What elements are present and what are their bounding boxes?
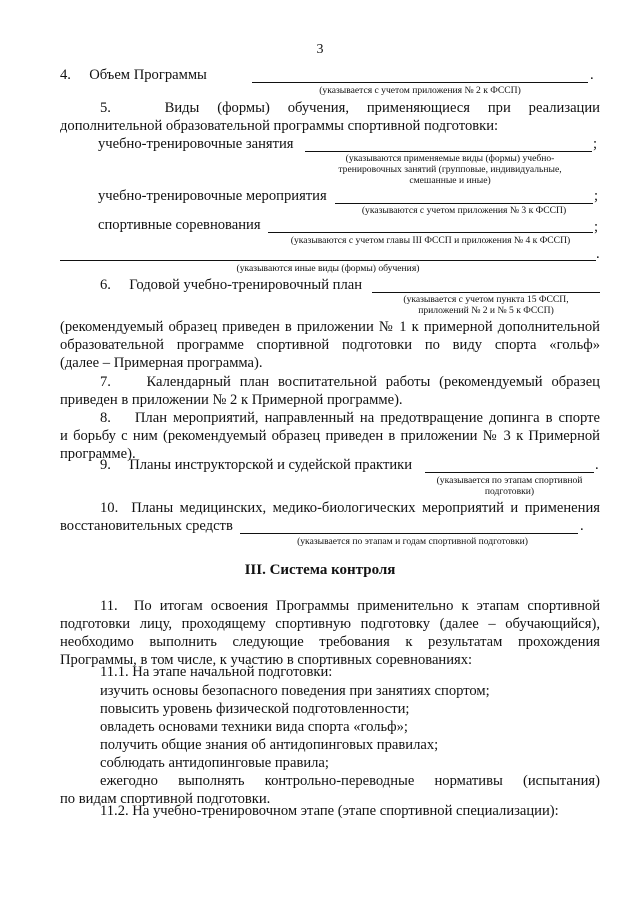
item-10-label2: восстановительных средств — [60, 518, 233, 534]
para-11-line1: 11. По итогам освоения Программы применительно к этапам спортивной — [100, 598, 600, 614]
list-item: повысить уровень физической подготовленности; — [100, 701, 410, 717]
competitions-note: (указываются с учетом главы III ФССП и приложения № 4 к ФССП) — [290, 235, 571, 246]
item-10-line1: 10. Планы медицинских, медико-биологических мероприятий и применения — [100, 500, 600, 516]
item-10-blank — [240, 533, 578, 534]
list-item: получить общие знания об антидопинговых правилах; — [100, 737, 439, 753]
item-9-note-line1: (указывается по этапам спортивной — [436, 475, 583, 486]
competitions-blank — [268, 232, 593, 233]
training-sessions-blank — [305, 151, 592, 152]
item-4-blank — [252, 82, 588, 83]
training-events-label: учебно-тренировочные мероприятия — [98, 188, 327, 204]
item-6-line4: (далее – Примерная программа). — [60, 355, 263, 371]
training-sessions-label: учебно-тренировочные занятия — [98, 136, 294, 152]
list-item: ежегодно выполнять контрольно-переводные нормативы (испытания) — [100, 773, 600, 789]
item-8-line2: и борьбу с ним (рекомендуемый образец приведен в приложении № 3 к Примерной — [60, 428, 600, 444]
item-4-period: . — [590, 67, 594, 83]
item-9-label: 9. Планы инструкторской и судейской практики — [100, 457, 413, 473]
list-item-continued: по видам спортивной подготовки. — [60, 791, 271, 807]
other-forms-blank — [60, 260, 596, 261]
para-11-2-heading: 11.2. На учебно-тренировочном этапе (этапе спортивной специализации): — [100, 803, 559, 819]
item-6-line2: (рекомендуемый образец приведен в приложении № 1 к примерной дополнительной — [60, 319, 600, 335]
item-10-period: . — [580, 518, 584, 534]
para-11-line3: необходимо выполнить следующие требования к результатам прохождения — [60, 634, 600, 650]
item-9-note-line2: подготовки) — [484, 486, 535, 497]
item-4-label: 4. Объем Программы — [60, 67, 207, 83]
item-7-line1: 7. Календарный план воспитательной работы (рекомендуемый образец — [100, 374, 600, 390]
para-11-line4: Программы, в том числе, к участию в спортивных соревнованиях: — [60, 652, 473, 668]
item-6-note-line2: приложений № 2 и № 5 к ФССП) — [418, 305, 554, 316]
item-8-line3: программе). — [60, 446, 136, 462]
para-11-1-heading: 11.1. На этапе начальной подготовки: — [100, 664, 333, 680]
training-events-note: (указываются с учетом приложения № 3 к ФССП) — [361, 205, 567, 216]
list-item: изучить основы безопасного поведения при занятиях спортом; — [100, 683, 490, 699]
other-forms-note: (указываются иные виды (формы) обучения) — [236, 263, 420, 274]
item-6-line3: образовательной программе спортивной подготовки по виду спорта «гольф» — [60, 337, 600, 353]
training-sessions-semicolon: ; — [593, 136, 598, 152]
list-item: овладеть основами техники вида спорта «гольф»; — [100, 719, 408, 735]
item-6-label: 6. Годовой учебно-тренировочный план — [100, 277, 363, 293]
item-10-note: (указывается по этапам и годам спортивной подготовки) — [297, 536, 528, 547]
item-9-period: . — [595, 457, 599, 473]
item-6-blank — [372, 292, 600, 293]
para-11-line2: подготовки лицу, проходящему спортивную подготовку (далее – обучающийся), — [60, 616, 600, 632]
item-9-blank — [425, 472, 594, 473]
item-7-line2: приведен в приложении № 2 к Примерной программе). — [60, 392, 403, 408]
item-6-note-line1: (указывается с учетом пункта 15 ФССП, — [403, 294, 569, 305]
training-events-semicolon: ; — [594, 188, 599, 204]
list-item: соблюдать антидопинговые правила; — [100, 755, 329, 771]
item-5-line2: дополнительной образовательной программы спортивной подготовки: — [60, 118, 499, 134]
competitions-label: спортивные соревнования — [98, 217, 261, 233]
section-title: III. Система контроля — [244, 562, 396, 578]
item-5-line1: 5. Виды (формы) обучения, применяющиеся при реализации — [100, 100, 600, 116]
other-forms-period: . — [596, 246, 600, 262]
item-8-line1: 8. План мероприятий, направленный на предотвращение допинга в спорте — [100, 410, 600, 426]
training-events-blank — [335, 203, 593, 204]
competitions-semicolon: ; — [594, 219, 599, 235]
item-4-note: (указывается с учетом приложения № 2 к ФССП) — [319, 85, 521, 96]
page-number: 3 — [316, 42, 324, 57]
training-sessions-note: (указываются применяемые виды (формы) учебно-тренировочных занятий (групповые, индивидуальные, смешанные и иные) — [338, 153, 562, 186]
